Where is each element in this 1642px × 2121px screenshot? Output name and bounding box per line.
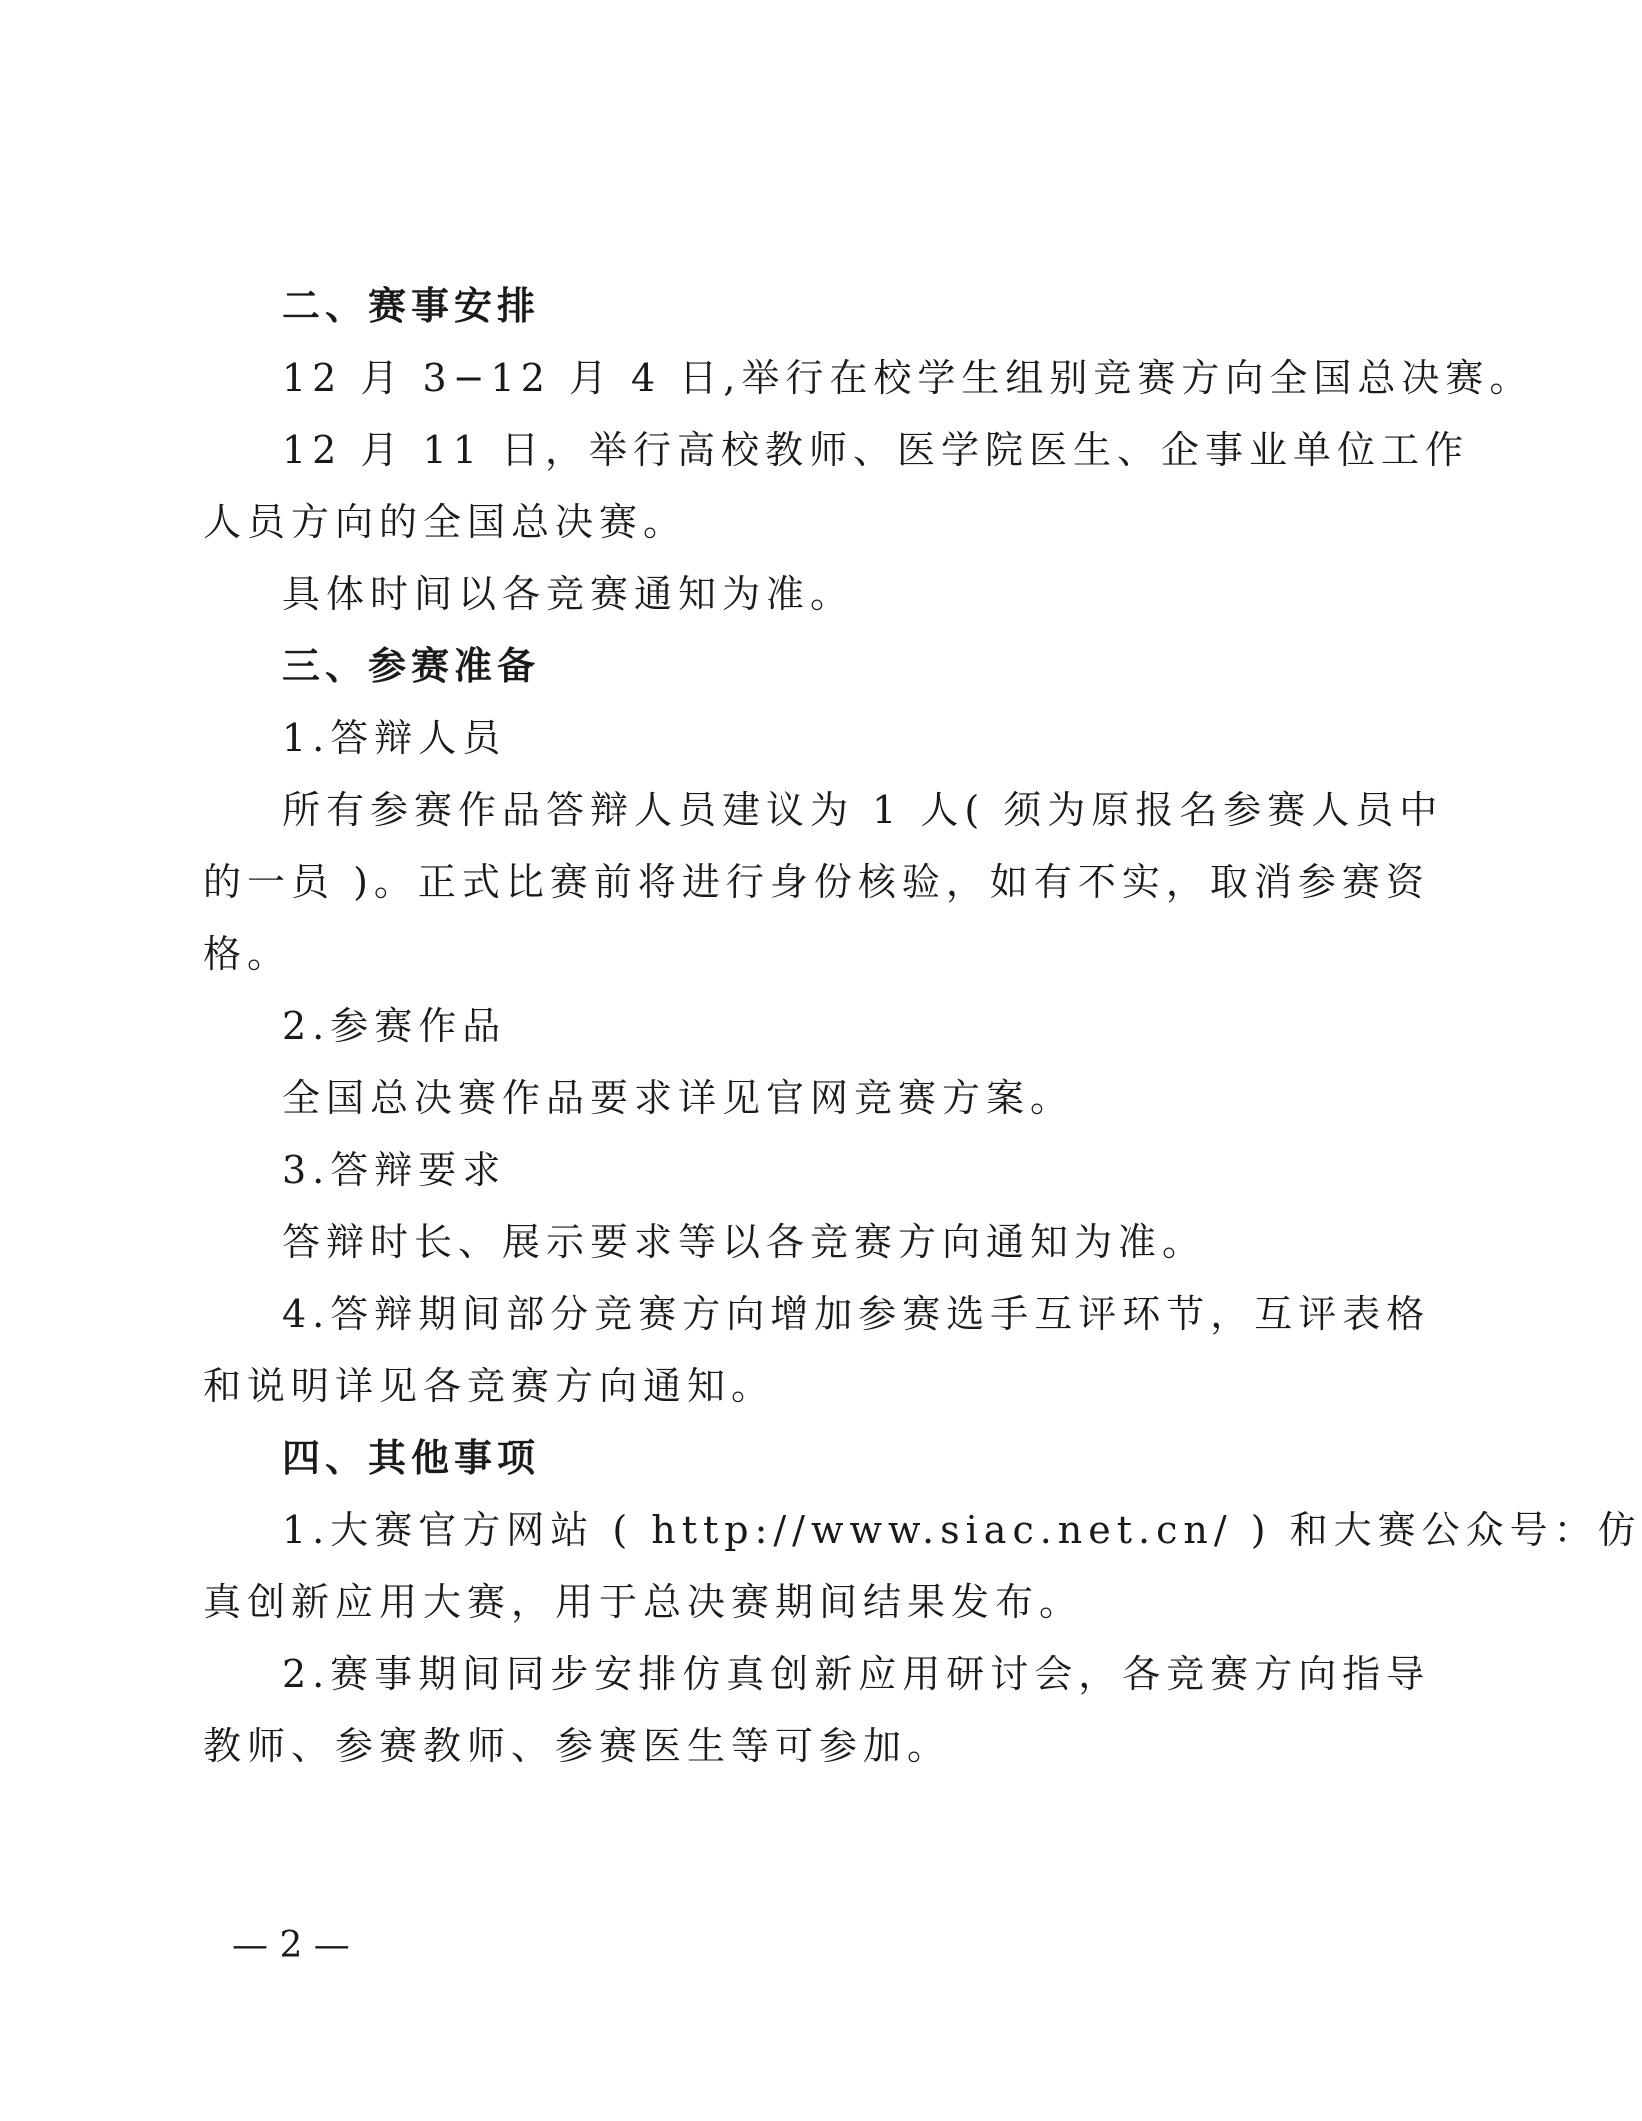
other-item-1-line-2: 真创新应用大赛，用于总决赛期间结果发布。 <box>203 1580 1084 1624</box>
other-item-2-line-2: 教师、参赛教师、参赛医生等可参加。 <box>203 1724 952 1768</box>
schedule-paragraph-2-line-2: 人员方向的全国总决赛。 <box>203 500 688 544</box>
section-heading-schedule: 二、赛事安排 <box>282 284 541 328</box>
preparation-item-1-title: 1.答辩人员 <box>282 716 507 760</box>
preparation-item-3-text: 答辩时长、展示要求等以各竞赛方向通知为准。 <box>282 1220 1207 1264</box>
section-heading-preparation: 三、参赛准备 <box>282 644 541 688</box>
preparation-item-4-line-2: 和说明详见各竞赛方向通知。 <box>203 1364 776 1408</box>
preparation-item-3-title: 3.答辩要求 <box>282 1148 507 1192</box>
other-item-1-line-1: 1.大赛官方网站 ( http://www.siac.net.cn/ ) 和大赛公众号：仿 <box>282 1508 1642 1552</box>
preparation-item-2-text: 全国总决赛作品要求详见官网竞赛方案。 <box>282 1076 1075 1120</box>
preparation-item-1-line-2: 的一员 )。正式比赛前将进行身份核验，如有不实，取消参赛资 <box>203 860 1430 904</box>
preparation-item-2-title: 2.参赛作品 <box>282 1004 507 1048</box>
preparation-item-1-line-3: 格。 <box>203 932 292 976</box>
section-heading-other: 四、其他事项 <box>282 1436 541 1480</box>
page-number: — 2 — <box>232 1925 350 1966</box>
schedule-paragraph-1: 12 月 3−12 月 4 日,举行在校学生组别竞赛方向全国总决赛。 <box>282 356 1534 400</box>
other-item-2-line-1: 2.赛事期间同步安排仿真创新应用研讨会，各竞赛方向指导 <box>282 1652 1431 1696</box>
schedule-paragraph-3: 具体时间以各竞赛通知为准。 <box>282 572 855 616</box>
preparation-item-1-line-1: 所有参赛作品答辩人员建议为 1 人( 须为原报名参赛人员中 <box>282 788 1444 832</box>
preparation-item-4-line-1: 4.答辩期间部分竞赛方向增加参赛选手互评环节，互评表格 <box>282 1292 1431 1336</box>
schedule-paragraph-2-line-1: 12 月 11 日，举行高校教师、医学院医生、企事业单位工作 <box>282 428 1469 472</box>
